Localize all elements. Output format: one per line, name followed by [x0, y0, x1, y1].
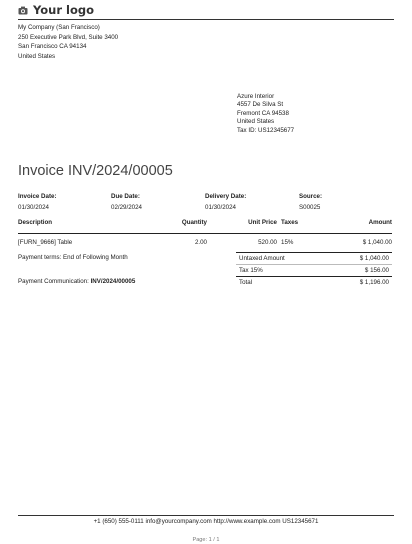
customer-country: United States: [237, 118, 275, 126]
payment-communication-label: Payment Communication:: [18, 278, 89, 285]
header-description: Description: [18, 219, 173, 233]
customer-street: 4557 De Silva St: [237, 101, 284, 109]
logo-text: Your logo: [33, 3, 95, 17]
source-value: S00025: [299, 204, 321, 211]
tax-row: [236, 264, 392, 276]
untaxed-amount-row: [236, 252, 392, 264]
company-city: San Francisco CA 94134: [18, 43, 87, 51]
logo: [18, 3, 94, 17]
customer-city: Fremont CA 94538: [237, 109, 289, 117]
header-amount: Amount: [307, 219, 392, 233]
table-row: [18, 233, 392, 247]
company-street: 250 Executive Park Blvd, Suite 3400: [18, 33, 119, 41]
total-label: Total: [239, 279, 253, 286]
table-header-row: [18, 219, 392, 233]
totals-block: [236, 252, 392, 288]
payment-communication-value: INV/2024/00005: [90, 278, 136, 285]
invoice-title: Invoice INV/2024/00005: [18, 163, 173, 179]
footer-divider: [18, 515, 394, 516]
due-date-block: [111, 191, 142, 213]
payment-terms: Payment terms: End of Following Month: [18, 254, 128, 261]
customer-tax-id: Tax ID: US12345677: [237, 126, 295, 134]
header-unit-price: Unit Price: [207, 219, 277, 233]
camera-icon: [18, 6, 28, 15]
untaxed-amount-value: $ 1,040.00: [359, 255, 389, 262]
footer-contact: +1 (650) 555-0111 info@yourcompany.com http://www.example.com US12345671: [93, 518, 319, 525]
tax-label: Tax 15%: [239, 267, 263, 274]
row-description: [FURN_9666] Table: [18, 238, 73, 246]
page-number: Page: 1 / 1: [192, 537, 220, 543]
due-date-value: 02/29/2024: [111, 204, 142, 211]
row-quantity: 2.00: [194, 238, 207, 246]
header-quantity: Quantity: [173, 219, 207, 233]
row-unit-price: 520.00: [258, 238, 277, 246]
invoice-date-label: Invoice Date:: [18, 193, 57, 200]
row-amount: $ 1,040.00: [362, 238, 392, 246]
company-address: [18, 23, 118, 61]
customer-name: Azure Interior: [237, 93, 275, 100]
invoice-lines-table: [18, 219, 392, 247]
invoice-date-block: [18, 191, 57, 213]
delivery-date-block: [205, 191, 246, 213]
due-date-label: Due Date:: [111, 193, 140, 200]
company-country: United States: [18, 52, 56, 60]
row-taxes: 15%: [281, 238, 294, 246]
header-taxes: Taxes: [277, 219, 307, 233]
source-block: [299, 191, 322, 213]
header-divider: [18, 19, 394, 20]
delivery-date-value: 01/30/2024: [205, 204, 236, 211]
payment-communication: [18, 278, 135, 285]
company-name: My Company (San Francisco): [18, 24, 100, 31]
tax-value: $ 156.00: [364, 267, 389, 274]
customer-address: [237, 93, 294, 135]
invoice-date-value: 01/30/2024: [18, 204, 49, 211]
total-row: [236, 276, 392, 288]
total-value: $ 1,196.00: [359, 279, 389, 286]
untaxed-amount-label: Untaxed Amount: [239, 255, 285, 262]
source-label: Source:: [299, 193, 323, 200]
delivery-date-label: Delivery Date:: [205, 193, 247, 200]
